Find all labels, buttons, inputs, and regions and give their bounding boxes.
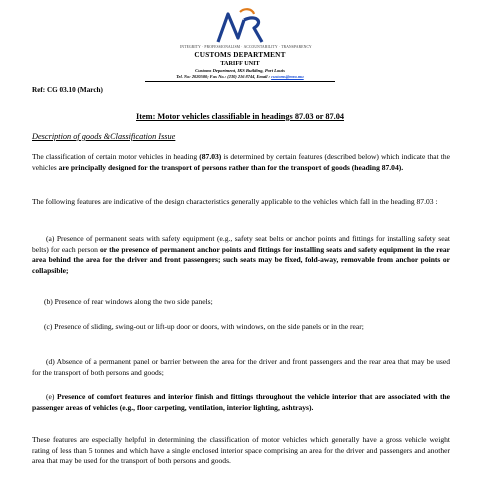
- feature-b: (b) Presence of rear windows along the two side panels;: [44, 297, 213, 306]
- feature-e-text: (e): [46, 392, 57, 401]
- para1-text-2: is determined by certain features (described below) which indicate that the vehicles: [32, 152, 450, 172]
- address-line: Customs Department, IKS Building, Port Louis: [195, 68, 285, 73]
- contact-line: [0, 74, 480, 79]
- paragraph-intro: [32, 152, 450, 173]
- header-divider: [145, 81, 335, 82]
- department-name: CUSTOMS DEPARTMENT: [194, 51, 286, 59]
- para1-bold-2: are principally designed for the transport of persons rather than for the transport of goods (heading 87.04).: [58, 162, 404, 172]
- feature-c: (c) Presence of sliding, swing-out or lift-up door or doors, with windows, on the side panels or in the rear;: [44, 322, 364, 331]
- item-title: Item: Motor vehicles classifiable in headings 87.03 or 87.04: [135, 112, 345, 121]
- feature-e-bold: Presence of comfort features and interior finish and fittings throughout the vehicle interior that are associated with the passenger areas of vehicles (e.g., floor carpeting, ventilation, interior lighting, ashtrays).: [32, 392, 451, 412]
- para1-text-1: The classification of certain motor vehicles in heading: [32, 152, 200, 161]
- feature-a: [32, 234, 450, 276]
- unit-name: TARIFF UNIT: [220, 60, 260, 67]
- reference-number: Ref: CG 03.10 (March): [32, 86, 103, 94]
- mra-logo-icon: [214, 8, 266, 44]
- feature-d: (d) Absence of a permanent panel or barrier between the area for the driver and front passengers and the rear area that may be used for the transport of both persons and goods;: [32, 357, 450, 377]
- para1-bold-1: (87.03): [199, 152, 222, 161]
- feature-e: [32, 392, 450, 413]
- email-link[interactable]: customs@mra.mu: [271, 74, 304, 79]
- logo-tagline: INTEGRITY · PROFESSIONALISM · ACCOUNTABILITY · TRANSPARENCY: [180, 45, 312, 49]
- section-title: Description of goods &Classification Issue: [32, 132, 176, 141]
- tel-fax-text: Tel. No: 2020500; Fax No.: (230) 216 8744, Email :: [176, 74, 272, 79]
- feature-a-bold: or the presence of permanent anchor points and fittings for installing seats and safety equipment in the rear area behind the area for the driver and front passengers; such seats may be fixed, fold-away, removable from anchor points or collapsible;: [32, 244, 450, 275]
- feature-a-text: (a) Presence of permanent seats with safety equipment (e.g., safety seat belts or anchor points and fittings for installing safety seat belts) for each person: [32, 234, 450, 254]
- paragraph-features: The following features are indicative of the design characteristics generally applicable to the vehicles which fall in the heading 87.03 :: [32, 197, 438, 206]
- paragraph-conclusion: These features are especially helpful in determining the classification of motor vehicles which generally have a gross vehicle weight rating of less than 5 tonnes and which have a single enclosed interior space comprising an area for the driver and passengers and another area that may be used for the transport of both persons and goods.: [32, 435, 450, 465]
